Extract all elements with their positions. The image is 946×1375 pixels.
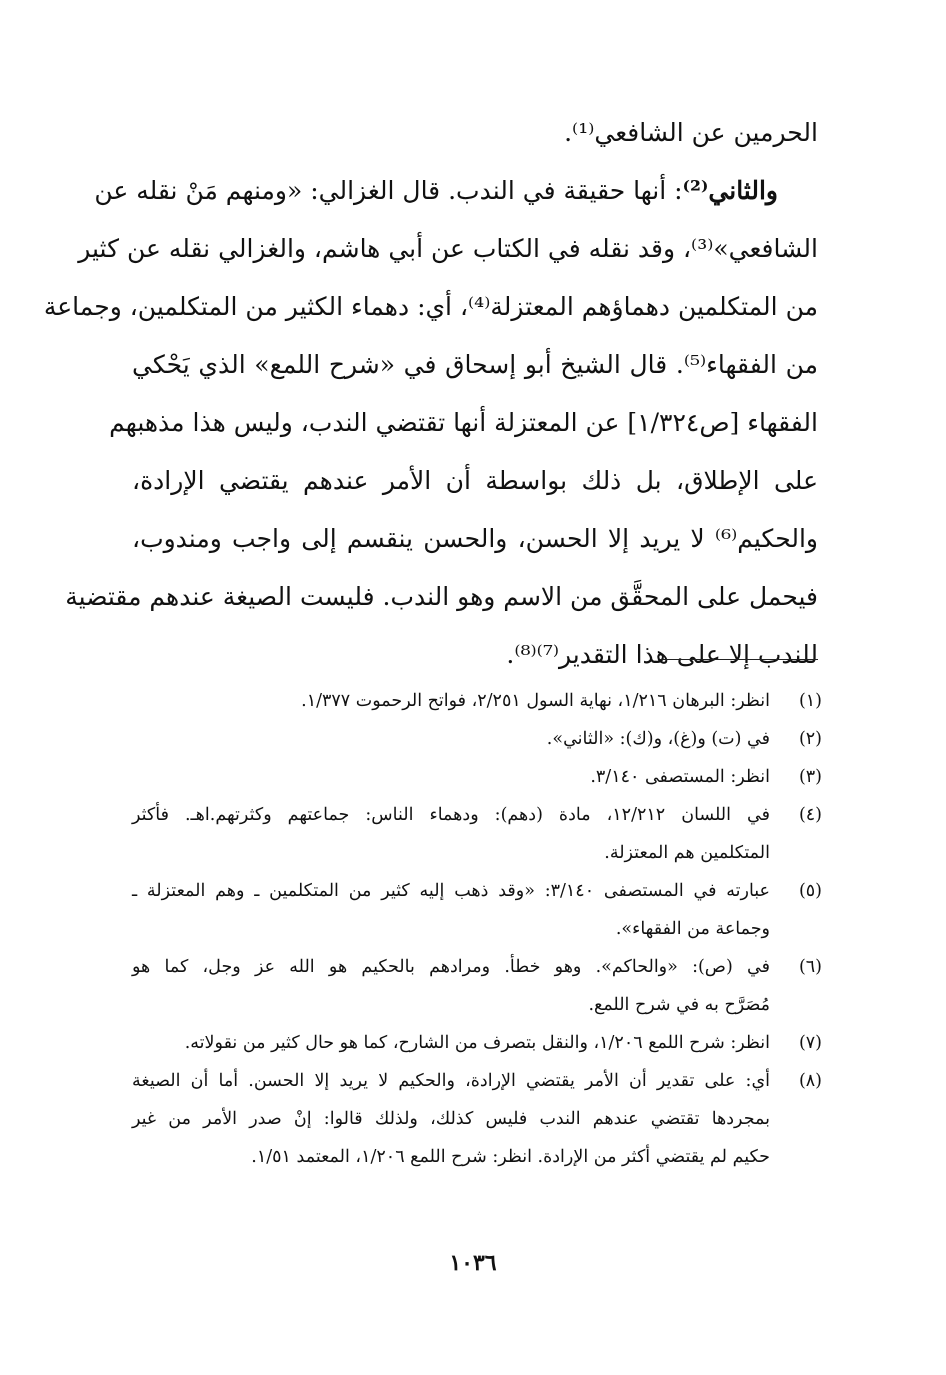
footnote-number: (٥) xyxy=(798,881,822,901)
footnote-line: انظر: شرح اللمع ١/٢٠٦، والنقل بتصرف من الشارح، كما هو حال كثير من نقولاته. xyxy=(184,1033,770,1053)
footnote-line: في (ت) و(غ)، و(ك): «الثاني». xyxy=(546,729,770,749)
paragraph-lead: والثاني⁽²⁾ xyxy=(682,176,778,205)
text-line-1: الحرمين عن الشافعي⁽¹⁾. xyxy=(564,118,818,147)
main-text xyxy=(43,104,818,684)
footnote-4 xyxy=(132,796,822,872)
footnote-line: حكيم لم يقتضي أكثر من الإرادة. انظر: شرح اللمع ١/٢٠٦، المعتمد ١/٥١. xyxy=(251,1147,770,1167)
text-line-3: الشافعي»⁽³⁾، وقد نقله في الكتاب عن أبي هاشم، والغزالي نقله عن كثير xyxy=(78,234,818,263)
text-line-10: للندب إلا على هذا التقدير⁽⁷⁾⁽⁸⁾. xyxy=(506,640,818,669)
footnotes xyxy=(132,682,822,1176)
footnote-number: (١) xyxy=(798,691,822,711)
footnote-7 xyxy=(132,1024,822,1062)
footnote-line: المتكلمين هم المعتزلة. xyxy=(604,843,770,863)
footnote-line: في (ص): «والحاكم». وهو خطأ. ومرادهم بالحكيم هو الله عز وجل، كما هو xyxy=(132,957,770,977)
footnote-divider xyxy=(660,659,818,660)
footnote-1 xyxy=(132,682,822,720)
text-line-6: الفقهاء [ص١/٣٢٤] عن المعتزلة أنها تقتضي الندب، وليس هذا مذهبهم xyxy=(109,408,818,437)
text-line-4: من المتكلمين دهماؤهم المعتزلة⁽⁴⁾، أي: دهماء الكثير من المتكلمين، وجماعة xyxy=(43,292,818,321)
page-number: ١٠٣٦ xyxy=(449,1250,497,1276)
footnote-5 xyxy=(132,872,822,948)
footnote-6 xyxy=(132,948,822,1024)
footnote-line: مُصَرَّح به في شرح اللمع. xyxy=(588,995,770,1015)
text-line-7: على الإطلاق، بل ذلك بواسطة أن الأمر عندهم يقتضي الإرادة، xyxy=(132,466,818,495)
footnote-line: أي: على تقدير أن الأمر يقتضي الإرادة، والحكيم لا يريد إلا الحسن. أما أن الصيغة xyxy=(132,1071,770,1091)
footnote-2 xyxy=(132,720,822,758)
footnote-line: انظر: المستصفى ٣/١٤٠. xyxy=(590,767,770,787)
text-line-9: فيحمل على المحقَّق من الاسم وهو الندب. فليست الصيغة عندهم مقتضية xyxy=(65,582,818,611)
text-line-2: والثاني⁽²⁾: أنها حقيقة في الندب. قال الغزالي: «ومنهم مَنْ نقله عن xyxy=(94,176,778,205)
footnote-line: بمجردها تقتضي عندهم الندب فليس كذلك، ولذلك قالوا: إنْ صدر الأمر من غير xyxy=(132,1109,770,1129)
text-line-5: من الفقهاء⁽⁵⁾. قال الشيخ أبو إسحاق في «شرح اللمع» الذي يَحْكي xyxy=(132,350,818,379)
footnote-number: (٧) xyxy=(798,1033,822,1053)
footnote-line: انظر: البرهان ١/٢١٦، نهاية السول ٢/٢٥١، فواتح الرحموت ١/٣٧٧. xyxy=(301,691,770,711)
footnote-number: (٢) xyxy=(798,729,822,749)
footnote-line: عبارته في المستصفى ٣/١٤٠: «وقد ذهب إليه كثير من المتكلمين ـ وهم المعتزلة ـ xyxy=(132,881,770,901)
footnote-number: (٦) xyxy=(798,957,822,977)
footnote-line: في اللسان ١٢/٢١٢، مادة (دهم): ودهماء الناس: جماعتهم وكثرتهم.اهـ. فأكثر xyxy=(132,805,770,825)
text-line-8: والحكيم⁽⁶⁾ لا يريد إلا الحسن، والحسن ينقسم إلى واجب ومندوب، xyxy=(132,524,818,553)
footnote-number: (٤) xyxy=(798,805,822,825)
footnote-number: (٨) xyxy=(798,1071,822,1091)
footnote-3 xyxy=(132,758,822,796)
footnote-number: (٣) xyxy=(798,767,822,787)
footnote-8 xyxy=(132,1062,822,1176)
footnote-line: وجماعة من الفقهاء». xyxy=(615,919,770,939)
